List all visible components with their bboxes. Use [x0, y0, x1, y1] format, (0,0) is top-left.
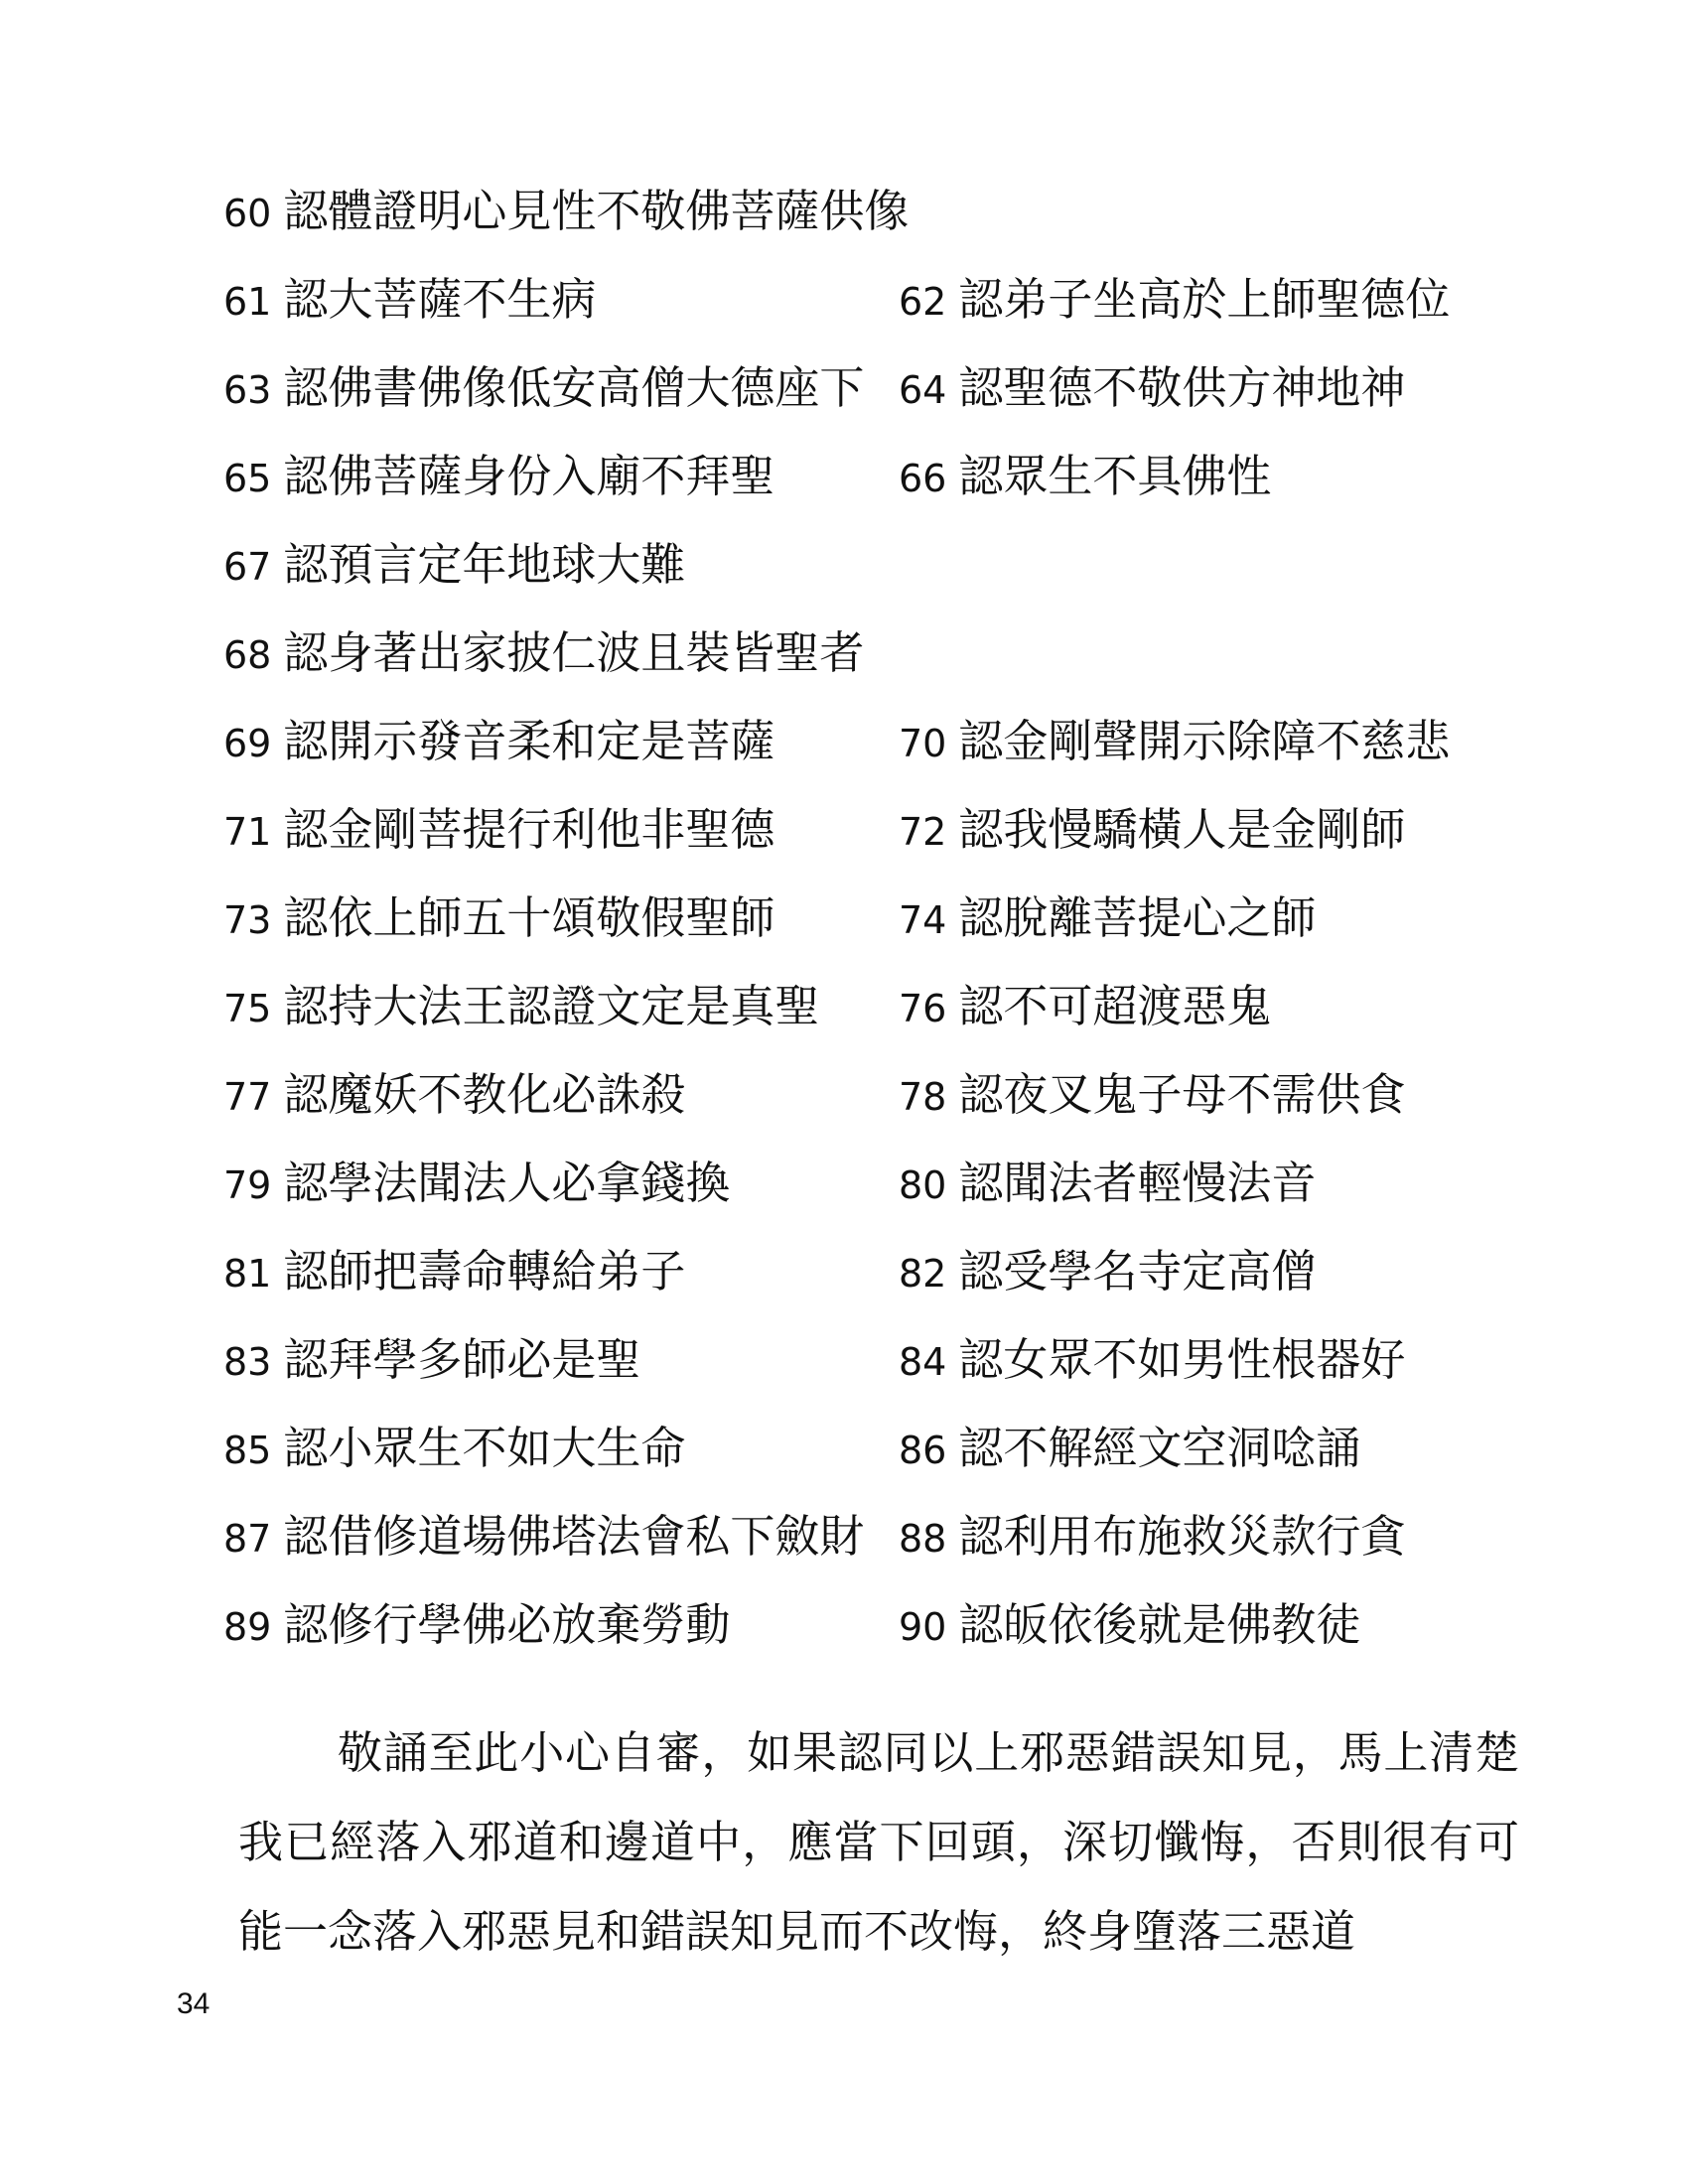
item-text: 認魔妖不教化必誅殺	[283, 1068, 686, 1121]
item-text: 認受學名寺定高僧	[958, 1245, 1317, 1297]
list-item	[223, 707, 774, 778]
list-item	[899, 1325, 1405, 1397]
list-row	[223, 1237, 1514, 1325]
list-row	[223, 618, 1514, 707]
item-number: 64	[899, 368, 947, 412]
item-number: 81	[223, 1252, 272, 1296]
item-text: 認體證明心見性不敬佛菩薩供像	[283, 185, 910, 237]
list-row	[223, 884, 1514, 972]
item-text: 認不解經文空洞唸誦	[958, 1422, 1361, 1474]
item-text: 認皈依後就是佛教徒	[958, 1598, 1361, 1651]
list-item	[223, 972, 819, 1043]
item-text: 認夜叉鬼子母不需供食	[958, 1068, 1406, 1121]
list-item	[899, 1414, 1360, 1485]
item-number: 76	[899, 987, 947, 1030]
item-number: 65	[223, 457, 272, 500]
item-number: 60	[223, 192, 272, 235]
item-text: 認脫離菩提心之師	[958, 891, 1317, 944]
item-text: 認借修道場佛塔法會私下斂財	[283, 1510, 865, 1563]
item-text: 認我慢驕橫人是金剛師	[958, 803, 1406, 856]
item-number: 87	[223, 1517, 272, 1561]
list-item	[223, 1414, 685, 1485]
page-number: 34	[177, 1987, 211, 2020]
list-row	[223, 1414, 1514, 1502]
list-item	[223, 618, 864, 690]
list-item	[899, 265, 1450, 337]
item-text: 認身著出家披仁波且裝皆聖者	[283, 626, 865, 679]
item-number: 69	[223, 722, 272, 765]
list-item	[223, 442, 774, 513]
list-item	[899, 1060, 1405, 1132]
list-item	[223, 795, 774, 867]
list-item	[899, 1502, 1405, 1573]
list-row	[223, 1060, 1514, 1149]
list-item	[223, 1149, 730, 1220]
item-number: 85	[223, 1429, 272, 1472]
item-number: 88	[899, 1517, 947, 1561]
item-text: 認聖德不敬供方神地神	[958, 361, 1406, 414]
list-item	[899, 353, 1405, 425]
list-row	[223, 707, 1514, 795]
list-item	[899, 1237, 1316, 1308]
item-text: 認修行學佛必放棄勞動	[283, 1598, 731, 1651]
item-text: 認聞法者輕慢法音	[958, 1157, 1317, 1209]
item-text: 認小眾生不如大生命	[283, 1422, 686, 1474]
item-text: 認金剛聲開示除障不慈悲	[958, 715, 1451, 767]
item-text: 認依上師五十頌敬假聖師	[283, 891, 775, 944]
item-text: 認眾生不具佛性	[958, 450, 1272, 502]
item-text: 認拜學多師必是聖	[283, 1333, 641, 1386]
list-row	[223, 795, 1514, 884]
list-item	[899, 1590, 1360, 1662]
list-row	[223, 353, 1514, 442]
list-item	[223, 1060, 685, 1132]
item-number: 79	[223, 1163, 272, 1207]
item-number: 89	[223, 1605, 272, 1649]
list-item	[899, 1149, 1316, 1220]
list-item	[223, 1502, 864, 1573]
list-item	[899, 707, 1450, 778]
item-number: 72	[899, 810, 947, 854]
list-row	[223, 972, 1514, 1060]
item-text: 認利用布施救災款行貪	[958, 1510, 1406, 1563]
item-text: 認大菩薩不生病	[283, 273, 597, 326]
item-text: 認開示發音柔和定是菩薩	[283, 715, 775, 767]
list-row	[223, 442, 1514, 530]
item-text: 認學法聞法人必拿錢換	[283, 1157, 731, 1209]
belief-list	[223, 177, 1514, 1679]
item-text: 認預言定年地球大難	[283, 538, 686, 591]
item-number: 77	[223, 1075, 272, 1119]
list-row	[223, 530, 1514, 618]
list-item	[899, 442, 1271, 513]
list-item	[223, 265, 596, 337]
item-text: 認持大法王認證文定是真聖	[283, 980, 820, 1032]
item-number: 67	[223, 545, 272, 589]
item-number: 90	[899, 1605, 947, 1649]
item-number: 74	[899, 898, 947, 942]
list-item	[223, 530, 685, 602]
item-number: 73	[223, 898, 272, 942]
list-row	[223, 1590, 1514, 1679]
list-item	[899, 884, 1316, 955]
item-number: 86	[899, 1429, 947, 1472]
list-item	[899, 795, 1405, 867]
list-item	[223, 1325, 640, 1397]
item-number: 62	[899, 280, 947, 324]
list-item	[223, 1237, 685, 1308]
item-number: 80	[899, 1163, 947, 1207]
list-item	[223, 353, 864, 425]
item-number: 70	[899, 722, 947, 765]
list-item	[223, 1590, 730, 1662]
item-number: 83	[223, 1340, 272, 1384]
item-number: 68	[223, 633, 272, 677]
list-row	[223, 265, 1514, 353]
list-row	[223, 1502, 1514, 1590]
list-item	[223, 884, 774, 955]
item-text: 認弟子坐高於上師聖德位	[958, 273, 1451, 326]
item-number: 82	[899, 1252, 947, 1296]
item-text: 認佛書佛像低安高僧大德座下	[283, 361, 865, 414]
item-number: 78	[899, 1075, 947, 1119]
item-number: 71	[223, 810, 272, 854]
list-row	[223, 1149, 1514, 1237]
list-item	[899, 972, 1271, 1043]
item-number: 75	[223, 987, 272, 1030]
item-text: 認不可超渡惡鬼	[958, 980, 1272, 1032]
item-number: 66	[899, 457, 947, 500]
item-text: 認女眾不如男性根器好	[958, 1333, 1406, 1386]
item-number: 63	[223, 368, 272, 412]
item-number: 84	[899, 1340, 947, 1384]
item-text: 認金剛菩提行利他非聖德	[283, 803, 775, 856]
list-item	[223, 177, 909, 248]
list-row	[223, 177, 1514, 265]
item-text: 認師把壽命轉給弟子	[283, 1245, 686, 1297]
closing-paragraph: 敬誦至此小心自審，如果認同以上邪惡錯誤知見，馬上清楚我已經落入邪道和邊道中，應當下回頭，深切懺悔，否則很有可能一念落入邪惡見和錯誤知見而不改悔，終身墮落三惡道	[238, 1726, 1519, 1958]
item-number: 61	[223, 280, 272, 324]
item-text: 認佛菩薩身份入廟不拜聖	[283, 450, 775, 502]
list-row	[223, 1325, 1514, 1414]
